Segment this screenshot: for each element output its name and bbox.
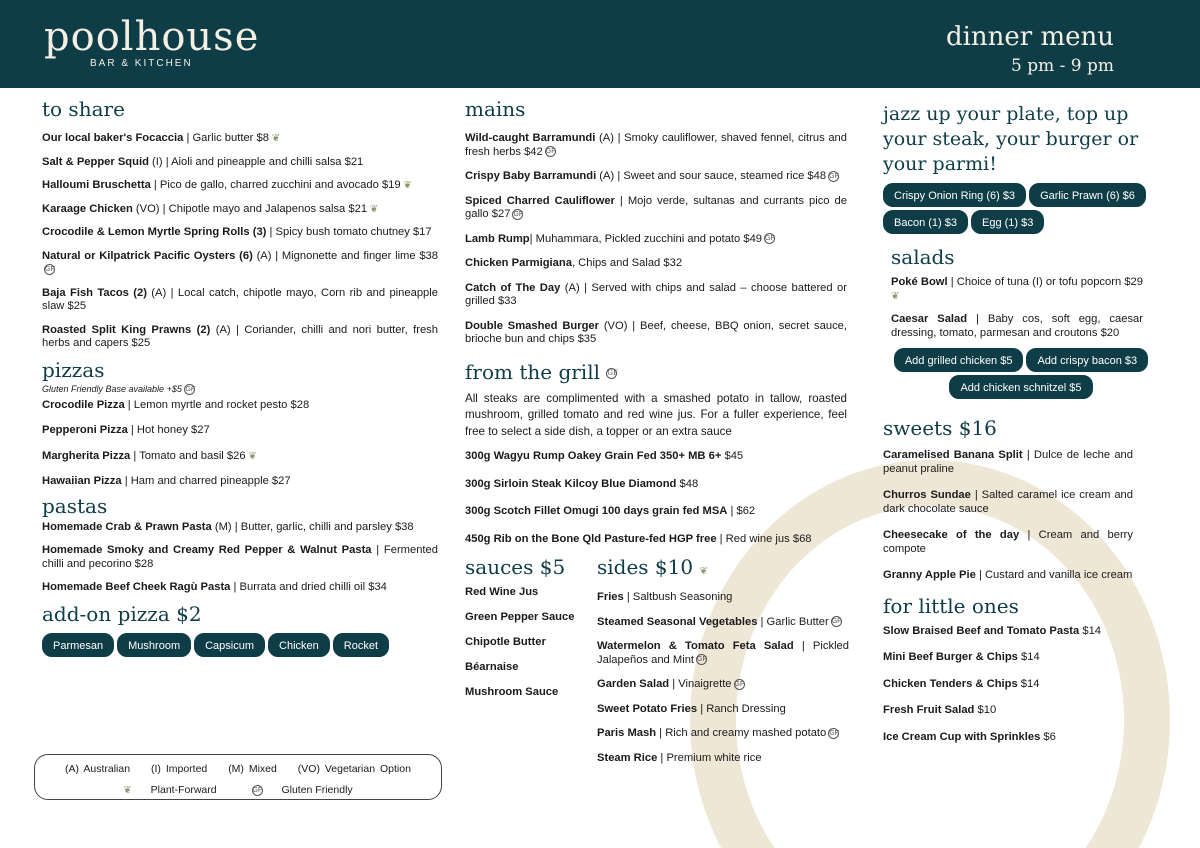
menu-item-name: Churros Sundae xyxy=(883,489,971,501)
leaf-icon: ❦ xyxy=(123,785,132,796)
menu-item xyxy=(42,399,438,413)
gluten-friendly-icon: GF xyxy=(185,385,196,393)
menu-item-description: | $62 xyxy=(727,505,756,517)
column-middle xyxy=(465,96,847,784)
menu-item xyxy=(891,313,1143,340)
menu-item-description: | Muhammara, Pickled zucchini and potato $49 xyxy=(529,232,763,245)
legend-box xyxy=(34,754,442,800)
menu-item-description: | Fermented chilli and pecorino $28 xyxy=(42,544,438,570)
menu-item xyxy=(597,752,849,766)
column-left xyxy=(42,96,438,657)
menu-item xyxy=(465,233,847,247)
column-right xyxy=(883,96,1173,744)
gluten-friendly-icon: GF xyxy=(734,680,745,688)
menu-item-name: 300g Wagyu Rump Oakey Grain Fed 350+ MB 6+ xyxy=(465,450,722,462)
leaf-icon: ❦ xyxy=(699,566,708,577)
option-chip: Crispy Onion Ring (6) $3 xyxy=(883,183,1026,207)
menu-item xyxy=(597,640,849,667)
option-chip: Parmesan xyxy=(42,633,114,657)
sauce-item: Green Pepper Sauce xyxy=(465,611,575,623)
gluten-friendly-icon: GF xyxy=(45,265,55,273)
menu-item-description: (I) | Aioli and pineapple and chilli salsa $21 xyxy=(148,155,364,168)
menu-item xyxy=(42,250,438,277)
menu-item-description: | Garlic butter $8 xyxy=(183,132,269,144)
menu-item-name: Wild-caught Barramundi xyxy=(465,132,596,144)
menu-item-name: Our local baker's Focaccia xyxy=(42,132,184,144)
legend-imported: (I) Imported xyxy=(151,763,208,775)
option-chip: Rocket xyxy=(333,633,389,657)
sides-block xyxy=(597,554,849,765)
menu-item-description: | Cream and berry compote xyxy=(883,529,1133,555)
pastas-list xyxy=(42,521,438,595)
legend-vegetarian: (VO) Vegetarian Option xyxy=(297,763,411,775)
option-chip: Capsicum xyxy=(194,633,265,657)
menu-item xyxy=(883,569,1133,583)
section-title-salads: salads xyxy=(891,245,955,269)
menu-item xyxy=(883,489,1133,516)
menu-item-name: Double Smashed Burger xyxy=(465,319,599,332)
menu-item xyxy=(465,533,847,547)
menu-item xyxy=(597,616,849,630)
menu-item-description: (A) | Sweet and sour sauce, steamed rice $48 xyxy=(596,170,827,182)
menu-item xyxy=(883,449,1133,476)
menu-item-name: Halloumi Bruschetta xyxy=(42,179,151,191)
menu-item-name: 300g Scotch Fillet Omugi 100 days grain fed MSA xyxy=(465,505,728,517)
menu-item-description: | Garlic Butter xyxy=(757,615,829,628)
menu-item-name: Chicken Parmigiana xyxy=(465,257,572,269)
legend-plant xyxy=(115,784,224,796)
menu-item-name: Karaage Chicken xyxy=(42,202,133,215)
menu-item-name: Fresh Fruit Salad xyxy=(883,704,975,716)
grill-list xyxy=(465,450,847,546)
menu-item-description: | Spicy bush tomato chutney $17 xyxy=(266,226,432,238)
sauce-item: Red Wine Jus xyxy=(465,586,539,598)
menu-hours: 5 pm - 9 pm xyxy=(1011,56,1114,76)
menu-item-description: | Ranch Dressing xyxy=(697,702,786,715)
option-chip: Garlic Prawn (6) $6 xyxy=(1029,183,1146,207)
menu-item xyxy=(42,324,438,351)
menu-item xyxy=(883,704,1173,718)
menu-item-name: Lamb Rump xyxy=(465,232,530,245)
gluten-friendly-icon: GF xyxy=(831,618,842,626)
grill-intro: All steaks are complimented with a smashed potato in tallow, roasted mushroom, grilled tomato and red wine jus. For a fuller experience, feel free to select a side dish, a topper or an extra sauce xyxy=(465,391,847,438)
menu-item-description: | Hot honey $27 xyxy=(127,424,210,437)
menu-item-description: $10 xyxy=(974,704,997,716)
menu-item xyxy=(42,203,438,217)
sauce-item: Chipotle Butter xyxy=(465,636,546,648)
sauces-sides-row xyxy=(465,554,847,784)
menu-item-description: , Chips and Salad $32 xyxy=(571,257,683,269)
menu-item-name: Chicken Tenders & Chips xyxy=(883,677,1018,690)
menu-item-name: Sweet Potato Fries xyxy=(597,702,698,715)
legend-gluten xyxy=(244,784,361,796)
menu-item-name: Natural or Kilpatrick Pacific Oysters (6) xyxy=(42,249,253,262)
gluten-friendly-icon: GF xyxy=(697,656,707,664)
menu-item xyxy=(465,132,847,159)
menu-item xyxy=(42,424,438,438)
salad-addon-chips xyxy=(883,348,1159,399)
menu-item xyxy=(883,678,1173,692)
menu-item-name: Pepperoni Pizza xyxy=(42,424,128,437)
menu-item xyxy=(883,651,1173,665)
option-chip: Chicken xyxy=(268,633,330,657)
menu-item xyxy=(42,132,438,146)
menu-item-name: Paris Mash xyxy=(597,727,657,739)
menu-item-name: Crocodile & Lemon Myrtle Spring Rolls (3) xyxy=(42,226,267,238)
menu-item xyxy=(597,678,849,692)
menu-item xyxy=(42,581,438,595)
gluten-base-note xyxy=(42,384,438,395)
gluten-friendly-icon: GF xyxy=(829,172,839,180)
section-title-sweets: sweets $16 xyxy=(883,416,997,440)
menu-item-name: Catch of The Day xyxy=(465,281,561,294)
menu-item-description: $14 xyxy=(1017,677,1040,690)
option-chip: Add crispy bacon $3 xyxy=(1026,348,1148,372)
menu-item xyxy=(42,475,438,489)
gluten-base-note-text: Gluten Friendly Base available +$5 xyxy=(42,383,182,394)
mains-list xyxy=(465,132,847,347)
menu-item xyxy=(465,478,847,492)
menu-item-description: | Tomato and basil $26 xyxy=(130,449,246,462)
menu-item-description: | Dulce de leche and peanut praline xyxy=(883,449,1133,475)
section-title-pastas: pastas xyxy=(42,493,108,518)
option-chip: Bacon (1) $3 xyxy=(883,210,968,234)
menu-item-description: (A) | Mignonette and finger lime $38 xyxy=(252,249,438,262)
section-title-to-share: to share xyxy=(42,97,125,121)
menu-item-name: Salt & Pepper Squid xyxy=(42,155,149,168)
menu-item-description: (VO) | Beef, cheese, BBQ onion, secret sauce, brioche bun and chips $35 xyxy=(465,319,848,345)
gluten-friendly-icon: GF xyxy=(545,148,556,156)
option-chip: Egg (1) $3 xyxy=(971,210,1044,234)
menu-item-description: | Vinaigrette xyxy=(669,678,732,690)
menu-item-name: Homemade Crab & Prawn Pasta xyxy=(42,520,212,533)
gluten-friendly-icon: GF xyxy=(252,786,263,794)
menu-item xyxy=(465,450,847,464)
menu-item xyxy=(42,156,438,170)
menu-item-name: Margherita Pizza xyxy=(42,449,131,462)
menu-item xyxy=(42,450,438,464)
menu-item-description: | Rich and creamy mashed potato xyxy=(656,727,827,739)
menu-item-name: Homemade Beef Cheek Ragù Pasta xyxy=(42,581,231,594)
menu-item xyxy=(883,625,1173,639)
legend-mixed: (M) Mixed xyxy=(228,763,277,775)
option-chip: Add grilled chicken $5 xyxy=(894,348,1024,372)
menu-item-description: $14 xyxy=(1079,624,1102,637)
gluten-friendly-icon: GF xyxy=(829,729,839,737)
menu-item-name: Slow Braised Beef and Tomato Pasta xyxy=(883,624,1080,637)
section-title-sides xyxy=(597,554,849,585)
legend-origin-row xyxy=(35,763,441,775)
gluten-friendly-icon: GF xyxy=(513,210,524,218)
option-chip: Add chicken schnitzel $5 xyxy=(949,375,1092,399)
menu-item-description: (VO) | Chipotle mayo and Jalapenos salsa $21 xyxy=(132,202,368,215)
menu-item-description: | Burrata and dried chilli oil $34 xyxy=(230,581,387,594)
menu-item xyxy=(891,276,1143,303)
little-ones-list xyxy=(883,625,1173,745)
logo-subtitle: BAR & KITCHEN xyxy=(90,58,193,69)
menu-item-description: | Pickled Jalapeños and Mint xyxy=(597,640,849,666)
sides-list xyxy=(597,591,849,765)
to-share-list xyxy=(42,132,438,351)
menu-item xyxy=(42,521,438,535)
section-title-pizzas: pizzas xyxy=(42,357,105,382)
menu-item-name: Caramelised Banana Split xyxy=(883,449,1023,461)
section-title-mains: mains xyxy=(465,97,526,121)
menu-item xyxy=(465,320,847,347)
menu-item-description: (A) | Served with chips and salad – choose battered or grilled $33 xyxy=(465,281,847,307)
menu-item-name: 450g Rib on the Bone Qld Pasture-fed HGP free xyxy=(465,532,717,545)
leaf-icon: ❦ xyxy=(268,133,281,144)
menu-item-description: | Saltbush Seasoning xyxy=(623,591,733,603)
menu-item-name: Homemade Smoky and Creamy Red Pepper & Walnut Pasta xyxy=(42,544,372,557)
menu-item-name: Crocodile Pizza xyxy=(42,398,125,411)
menu-item-name: Steam Rice xyxy=(597,751,658,764)
menu-item-name: Hawaiian Pizza xyxy=(42,475,122,488)
addon-pizza-chips xyxy=(42,633,438,657)
menu-item xyxy=(883,731,1173,745)
gluten-friendly-icon: GF xyxy=(765,235,775,243)
menu-item-description: | Pico de gallo, charred zucchini and avocado $19 xyxy=(150,179,401,191)
leaf-icon: ❦ xyxy=(891,290,900,302)
menu-item-description: | Custard and vanilla ice cream xyxy=(975,569,1133,581)
section-title-little-ones: for little ones xyxy=(883,593,1019,618)
menu-item-description: (A) | Local catch, chipotle mayo, Corn rib and pineapple slaw $25 xyxy=(42,286,438,312)
menu-item xyxy=(465,505,847,519)
menu-item-description: | Premium white rice xyxy=(657,751,762,764)
menu-item-description: $48 xyxy=(676,477,699,490)
menu-item-name: Poké Bowl xyxy=(891,276,948,288)
legend-australian: (A) Australian xyxy=(65,763,131,775)
menu-item xyxy=(465,195,847,222)
menu-item-description: | Ham and charred pineapple $27 xyxy=(121,475,291,488)
menu-item xyxy=(42,287,438,314)
menu-item-description: | Mojo verde, sultanas and currants pico de gallo $27 xyxy=(465,194,847,220)
legend-plant-label: Plant-Forward xyxy=(150,784,217,796)
sauce-item: Béarnaise xyxy=(465,661,519,673)
menu-item-name: Spiced Charred Cauliflower xyxy=(465,194,615,207)
menu-item-name: Ice Cream Cup with Sprinkles xyxy=(883,730,1041,743)
toppers-title: jazz up your plate, top up your steak, your burger or your parmi! xyxy=(883,103,1139,175)
menu-item xyxy=(42,544,438,571)
grill-title-text: from the grill xyxy=(465,359,600,384)
leaf-icon: ❦ xyxy=(400,180,412,191)
leaf-icon: ❦ xyxy=(245,450,257,462)
menu-item-name: Granny Apple Pie xyxy=(883,569,976,581)
menu-item xyxy=(597,727,849,741)
legend-gluten-label: Gluten Friendly xyxy=(281,784,353,796)
menu-item-name: Cheesecake of the day xyxy=(883,529,1020,541)
menu-item-description: $45 xyxy=(721,450,744,462)
sauces-list xyxy=(465,586,587,700)
menu-item xyxy=(465,257,847,271)
menu-item xyxy=(465,170,847,184)
gluten-friendly-icon: GF xyxy=(607,368,618,377)
logo: poolhouse xyxy=(44,14,260,60)
salads-list xyxy=(883,276,1143,340)
menu-item-name: Fries xyxy=(597,591,624,603)
menu-item xyxy=(42,226,438,240)
pizzas-list xyxy=(42,399,438,489)
menu-item xyxy=(465,282,847,309)
section-title-sauces: sauces $5 xyxy=(465,555,566,579)
menu-item-name: Mini Beef Burger & Chips xyxy=(883,651,1018,663)
menu-item-description: | Baby cos, soft egg, caesar dressing, tomato, parmesan and croutons $20 xyxy=(891,313,1143,339)
menu-item-description: | Salted caramel ice cream and dark chocolate sauce xyxy=(883,489,1134,515)
menu-item-description: $6 xyxy=(1040,730,1056,743)
menu-item-name: Caesar Salad xyxy=(891,313,968,325)
menu-item xyxy=(42,179,438,193)
menu-item-description: | Red wine jus $68 xyxy=(716,532,812,545)
menu-item-description: (A) | Smoky cauliflower, shaved fennel, citrus and fresh herbs $42 xyxy=(465,132,847,158)
menu-item-description: | Lemon myrtle and rocket pesto $28 xyxy=(124,398,310,411)
sauces-block xyxy=(465,554,587,700)
section-title-grill xyxy=(465,359,847,385)
menu-item-name: Crispy Baby Barramundi xyxy=(465,170,597,182)
legend-symbol-row xyxy=(35,784,441,796)
menu-item-description: | Choice of tuna (I) or tofu popcorn $29 xyxy=(947,276,1143,288)
topper-chips xyxy=(883,183,1163,234)
menu-item-description: (M) | Butter, garlic, chilli and parsley $38 xyxy=(211,520,414,533)
menu-item-description: $14 xyxy=(1017,651,1040,663)
menu-item-name: Steamed Seasonal Vegetables xyxy=(597,615,758,628)
menu-item-name: Garden Salad xyxy=(597,678,670,690)
menu-item xyxy=(597,703,849,717)
sides-title-text: sides $10 xyxy=(597,555,694,579)
header xyxy=(0,0,1200,88)
menu-item-name: Watermelon & Tomato Feta Salad xyxy=(597,640,794,652)
sauce-item: Mushroom Sauce xyxy=(465,686,559,698)
option-chip: Mushroom xyxy=(117,633,191,657)
menu-item-name: Roasted Split King Prawns (2) xyxy=(42,323,211,336)
menu-title: dinner menu xyxy=(945,22,1114,52)
leaf-icon: ❦ xyxy=(367,203,379,215)
menu-item xyxy=(597,591,849,605)
menu-item-name: Baja Fish Tacos (2) xyxy=(42,286,147,299)
menu-item-name: 300g Sirloin Steak Kilcoy Blue Diamond xyxy=(465,477,677,490)
menu-item-description: (A) | Coriander, chilli and nori butter, fresh herbs and capers $25 xyxy=(42,323,438,349)
sweets-list xyxy=(883,449,1133,583)
menu-item xyxy=(883,529,1133,556)
section-title-addon-pizza: add-on pizza $2 xyxy=(42,601,202,626)
